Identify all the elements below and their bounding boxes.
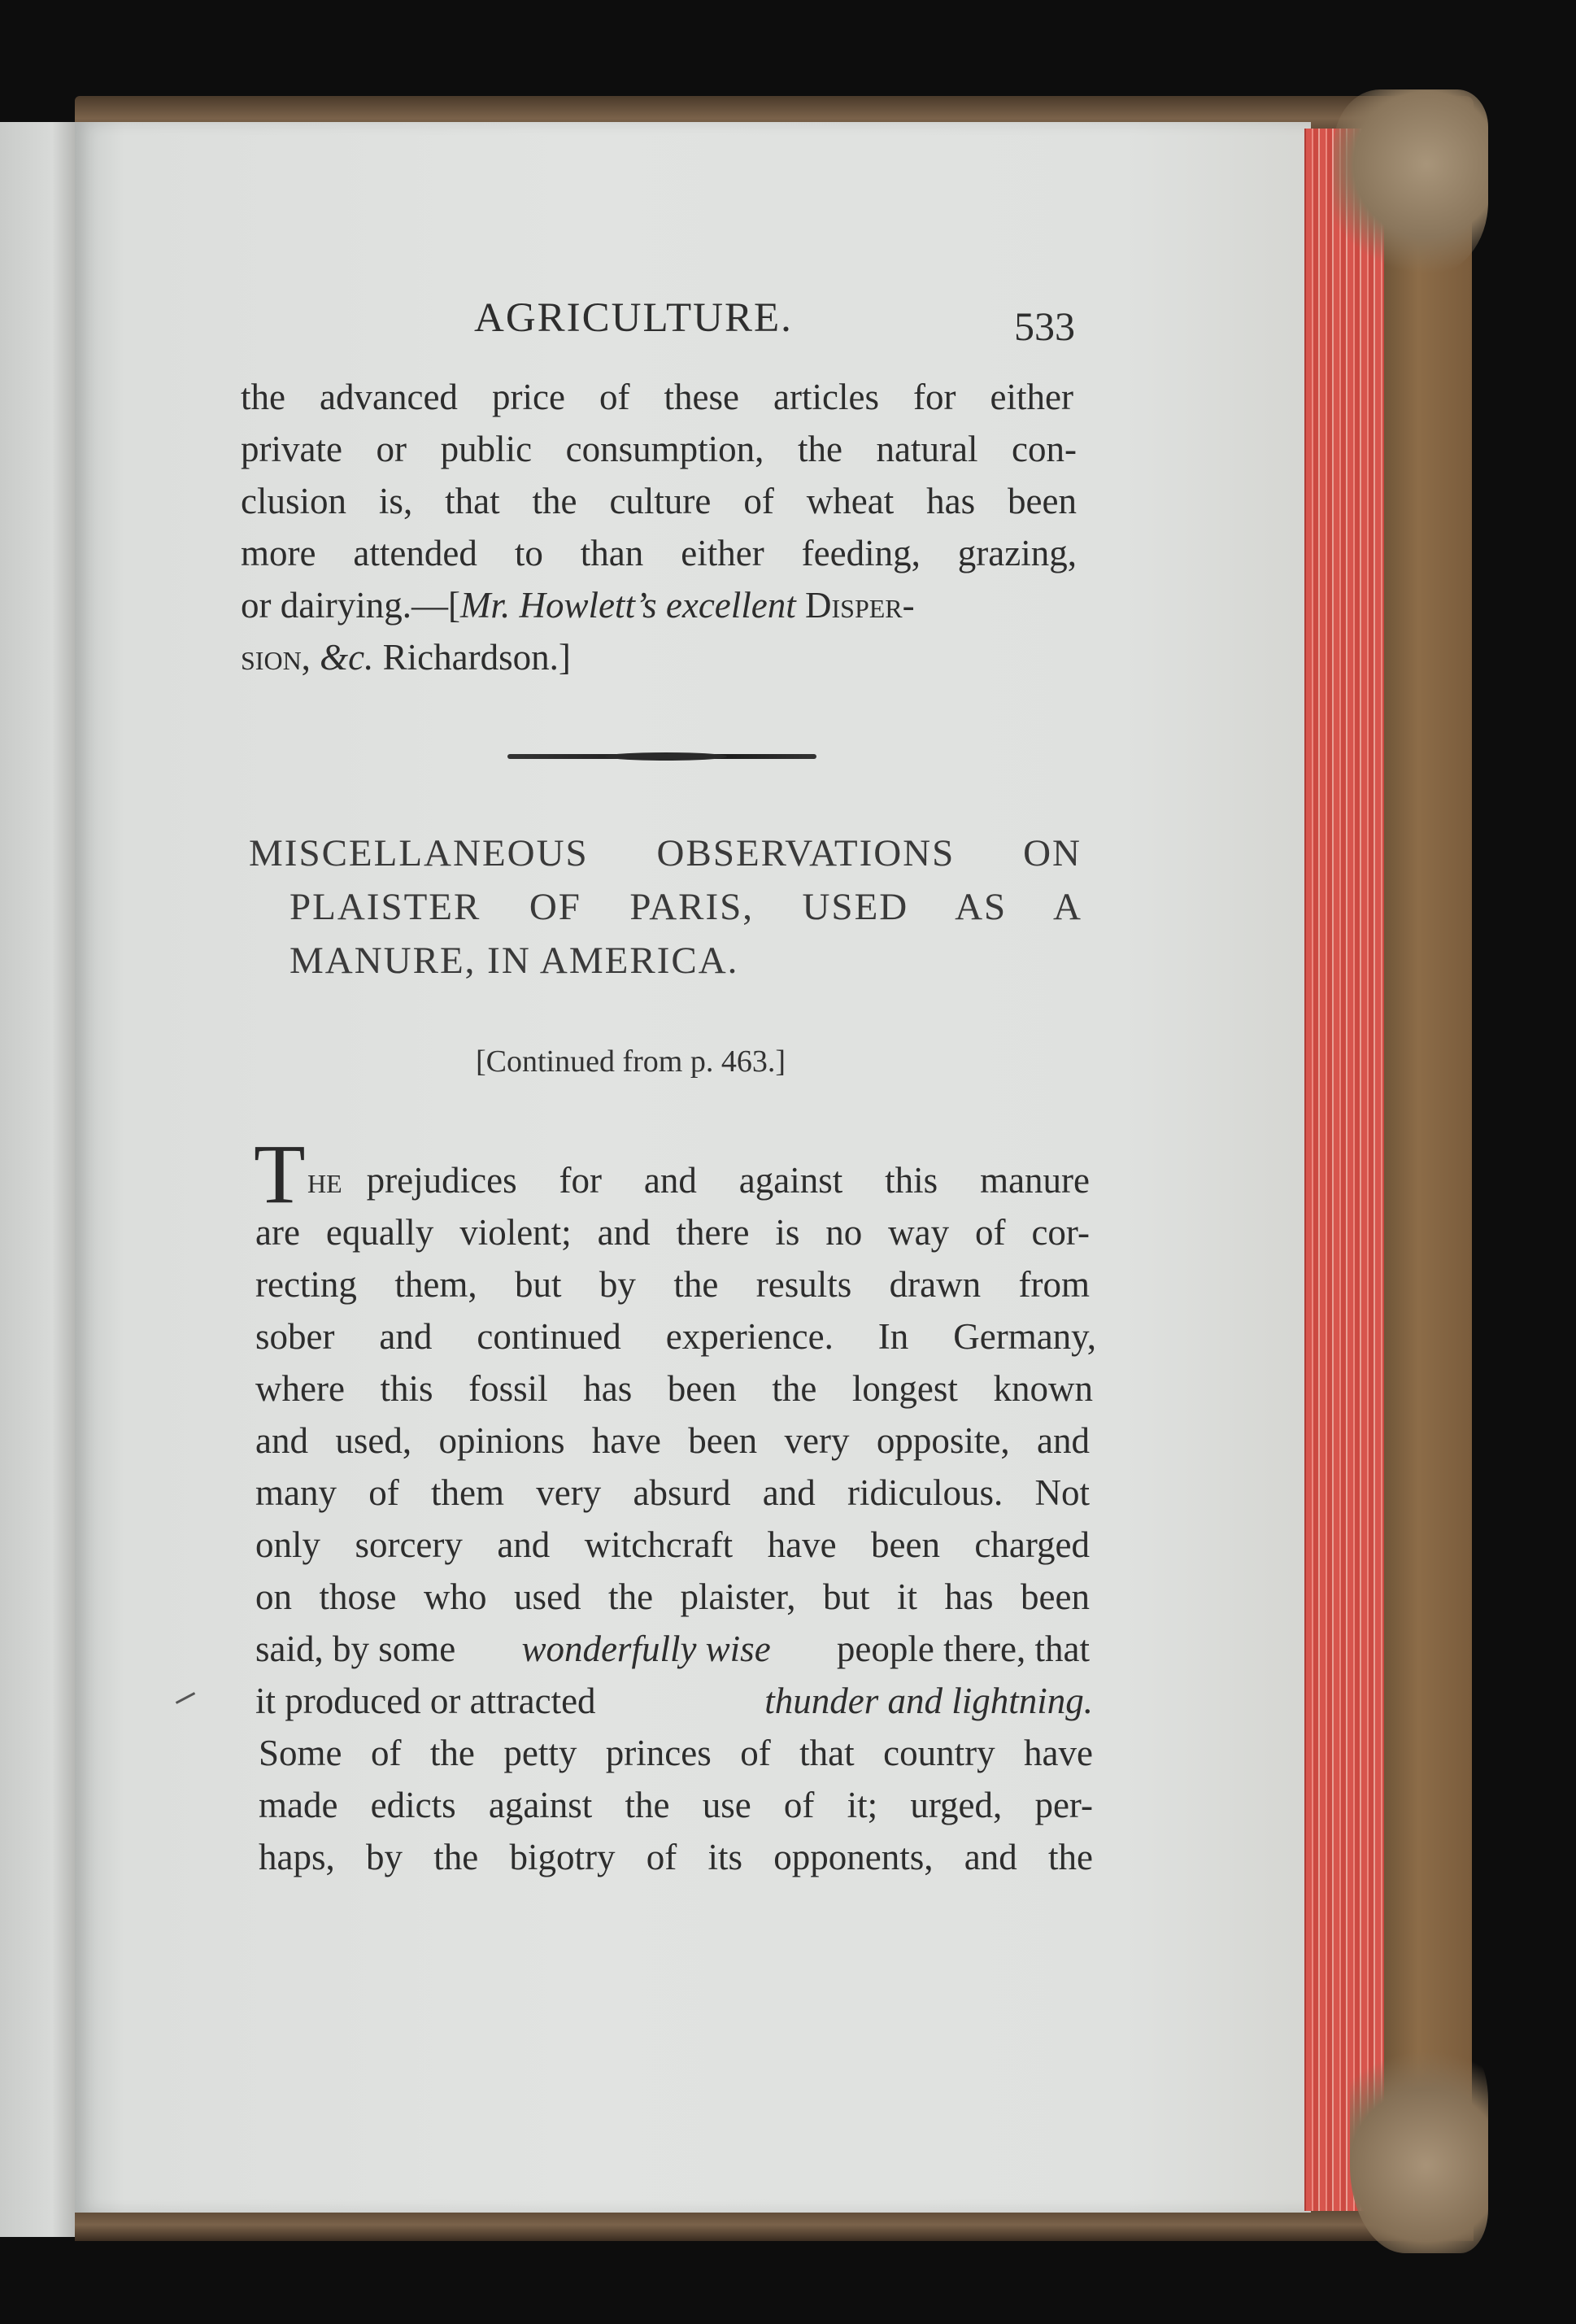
text-run: it produced or attracted xyxy=(255,1681,596,1721)
text-line: clusion is, that the culture of wheat has been xyxy=(241,481,1077,521)
text-line-mixed xyxy=(255,1628,1090,1670)
text-line: Some of the petty princes of that country have xyxy=(259,1733,1093,1773)
margin-pencil-mark xyxy=(176,1692,195,1704)
page-number: 533 xyxy=(1014,303,1075,349)
first-line-text: prejudices for and against this manure xyxy=(366,1160,1090,1201)
article-heading-line: MISCELLANEOUS OBSERVATIONS ON xyxy=(249,832,1082,874)
text-line: and used, opinions have been very opposite, and xyxy=(255,1420,1090,1461)
text-line: private or public consumption, the natural con- xyxy=(241,429,1077,469)
text-italic: thunder and lightning. xyxy=(764,1681,1093,1721)
text-line: made edicts against the use of it; urged, per- xyxy=(259,1785,1093,1825)
text-line: sober and continued experience. In Germany, xyxy=(255,1316,1096,1357)
text-line: haps, by the bigotry of its opponents, and the xyxy=(259,1837,1093,1877)
citation-text: or dairying.—[ xyxy=(241,585,460,626)
text-line-mixed xyxy=(255,1680,1093,1722)
citation-italic: Mr. Howlett’s excellent xyxy=(459,585,796,626)
continued-note: [Continued from p. 463.] xyxy=(476,1044,786,1079)
citation-small-caps: Disper- xyxy=(805,585,915,626)
text-line: recting them, but by the results drawn from xyxy=(255,1264,1090,1305)
first-word-small-caps: he xyxy=(307,1160,342,1201)
text-line-citation-end xyxy=(241,636,571,678)
text-line: the advanced price of these articles for either xyxy=(241,377,1073,417)
text-line: are equally violent; and there is no way of cor- xyxy=(255,1212,1090,1253)
article-heading-line: MANURE, IN AMERICA. xyxy=(290,940,739,982)
citation-text: Richardson.] xyxy=(382,637,571,678)
text-run: people there, that xyxy=(836,1629,1090,1669)
text-line: more attended to than either feeding, grazing, xyxy=(241,533,1077,573)
citation-italic: &c. xyxy=(320,637,374,678)
section-divider-rule xyxy=(507,754,816,759)
text-line: many of them very absurd and ridiculous. Not xyxy=(255,1472,1090,1513)
text-line: on those who used the plaister, but it has been xyxy=(255,1576,1090,1617)
text-italic: wonderfully wise xyxy=(521,1629,771,1669)
running-title: AGRICULTURE. xyxy=(474,295,793,341)
text-line-first xyxy=(307,1159,1090,1201)
text-line: only sorcery and witchcraft have been charged xyxy=(255,1524,1090,1565)
text-run: said, by some xyxy=(255,1629,456,1669)
text-line-citation xyxy=(241,584,915,626)
citation-small-caps: sion, xyxy=(241,637,311,678)
text-line: where this fossil has been the longest known xyxy=(255,1368,1093,1409)
drop-cap: T xyxy=(254,1127,306,1221)
article-heading-line: PLAISTER OF PARIS, USED AS A xyxy=(290,886,1082,928)
